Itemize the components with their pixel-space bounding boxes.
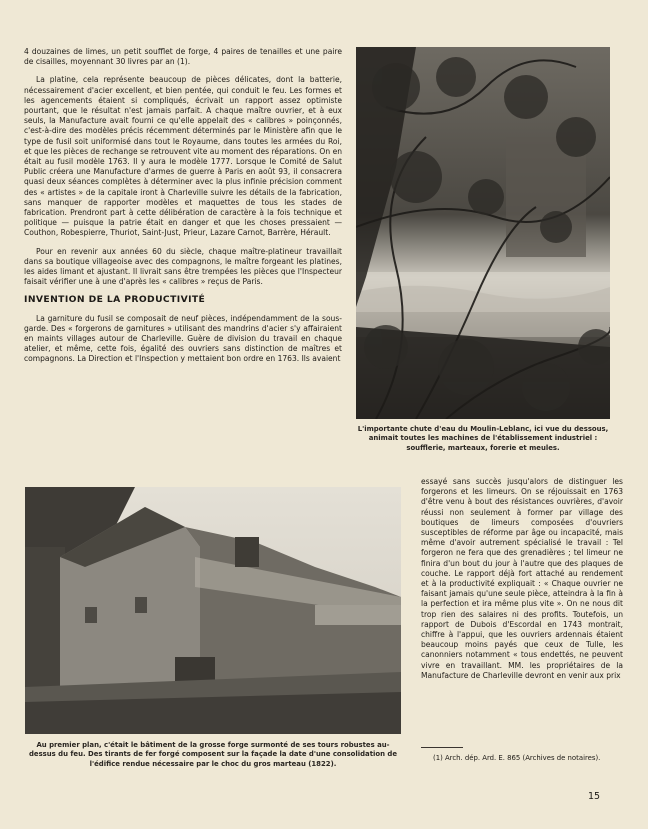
right-text-column <box>421 477 623 689</box>
footnote-rule <box>421 747 463 748</box>
paragraph-continuation: essayé sans succès jusqu'alors de distinguer les forgerons et les limeurs. On se réjouissait en 1763 d'être venu à bout des résistances ouvrières, d'avoir réussi non seulement à former par village des boutiques de limeurs composées d'ouvriers susceptibles de réforme par âge ou incapacité, mais même d'avoir autrement spécialisé le travail : Tel forgeron ne fera que des grenadières ; tel limeur ne finira d'un bout du jour à l'autre que des plaques de couche. Le rapport déjà fort attaché au rendement et à la productivité expliquait : « Chaque ouvrier ne faisant jamais qu'une seule pièce, atteindra à la fin à la perfection et ira même plus vite ». On ne nous dit trop rien des salaires ni des profits. Toutefois, un rapport de Dubois d'Escordal en 1743 montrait, chiffre à l'appui, que les ouvriers ardennais étaient beaucoup moins payés que ceux de Tulle, les canonniers notamment « tous endettés, ne peuvent vivre en travaillant. MM. les propriétaires de la Manufacture de Charleville devront en venir aux prix <box>421 477 623 680</box>
waterfall-caption: L'importante chute d'eau du Moulin-Leblanc, ici vue du dessous, animait toutes les machines de l'établissement industriel : soufflerie, marteaux, forerie et meules. <box>357 425 609 452</box>
footnote: (1) Arch. dép. Ard. E. 865 (Archives de notaires). <box>433 754 601 762</box>
left-text-column <box>24 47 342 373</box>
forge-photo <box>25 487 401 734</box>
section-heading: INVENTION DE LA PRODUCTIVITÉ <box>24 294 206 306</box>
paragraph-platine: La platine, cela représente beaucoup de pièces délicates, dont la batterie, nécessairement d'acier excellent, et bien pentée, qui conduit le feu. Les formes et les agencements étaient si compliqués, écrivait un rapport assez optimiste pourtant, que le résultat n'est jamais parfait. A chaque maître ouvrier, et à eux seuls, la Manufacture avait fourni ce qu'elle appelait des « calibres » poinçonnés, c'est-à-dire des modèles précis récemment déterminés par le Ministère afin que le type de fusil soit uniformisé dans tout le Royaume, dans toutes les armées du Roi, et que les pièces de rechange se retrouvent vite au moment des réparations. On en était au fusil modèle 1763. Il y aura le modèle 1777. Lorsque le Comité de Salut Public créera une Manufacture d'armes de guerre à Paris en août 93, il consacrera quasi deux séances complètes à déterminer avec la plus infinie précision comment des « artistes » de la capitale iront à Charleville suivre les détails de la fabrication, sans manquer de rapporter modèles et maquettes de tous les stades de fabrication. Prendront part à cette délibération de caractère à la fois technique et politique — puisque la patrie était en danger et que les choses pressaient — Couthon, Robespierre, Thuriot, Saint-Just, Prieur, Lazare Carnot, Barrère, Hérault. <box>24 75 342 238</box>
waterfall-photo <box>356 47 610 419</box>
page-number: 15 <box>588 791 601 802</box>
paragraph-limes: 4 douzaines de limes, un petit soufflet de forge, 4 paires de tenailles et une paire de cisailles, moyennant 30 livres par an (1). <box>24 47 342 67</box>
paragraph-garniture: La garniture du fusil se composait de neuf pièces, indépendamment de la sous-garde. Des « forgerons de garnitures » utilisant des mandrins d'acier s'y affairaient en maints villages autour de Charleville. Guère de division du travail en chaque atelier, et même, cette fois, égalité des ouvriers sans distinction de maîtres et compagnons. La Direction et l'Inspection y mettaient bon ordre en 1763. Ils avaient <box>24 313 342 364</box>
forge-caption: Au premier plan, c'était le bâtiment de la grosse forge surmonté de ses tours robustes au-dessus du feu. Des tirants de fer forgé composent sur la façade la date d'une consolidation de l'édifice rendue nécessaire par le choc du gros marteau (1822). <box>28 741 398 768</box>
forge-building-image <box>25 487 401 734</box>
paragraph-maitre-platineur: Pour en revenir aux années 60 du siècle, chaque maître-platineur travaillait dans sa boutique villageoise avec des compagnons, le maître forgeant les platines, les aides limant et ajustant. Il livrait sans être trempées les pièces que l'Inspecteur faisait vérifier une à une d'après les « calibres » reçus de Paris. <box>24 246 342 287</box>
waterfall-image <box>356 47 610 419</box>
